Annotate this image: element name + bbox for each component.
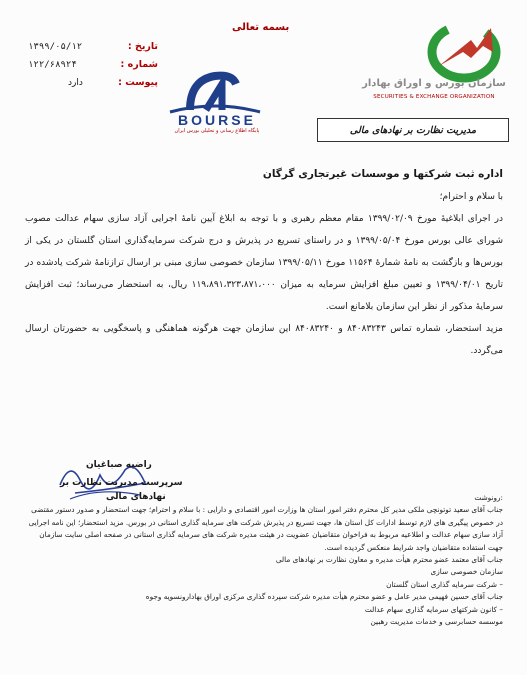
cc-line: جناب آقای حسین فهیمی مدیر عامل و عضو محترم هیأت مدیره شرکت سپرده گذاری مرکزی اوراق بهادارونسویه وجوه [145,592,503,602]
seo-name: سازمان بورس و اوراق بهادار [362,78,506,89]
carbon-copy-section [25,492,503,628]
recipient: اداره ثبت شرکتها و موسسات غیرتجاری گرگان [262,168,503,180]
cc-line: – کانون شرکتهای سرمایه گذاری سهام عدالت [364,604,503,614]
attachment-row [28,74,158,92]
cc-title: :رونوشت [474,493,503,502]
cc-line: – شرکت سرمایه گذاری استان گلستان [386,579,503,589]
signatory-title-line1: سرپرست مدیریت نظارت بر [60,478,183,488]
cc-line: موسسه حسابرسی و خدمات مدیریت رهبین [370,617,503,627]
basmala: بسمه تعالی [232,22,290,33]
signatory-name: راضیه صباغیان [86,460,152,470]
body-paragraph: مزید استحضار، شماره تماس ۸۴۰۸۳۲۴۳ و ۸۴۰۸۳۲۴۰ این سازمان جهت هرگونه هماهنگی و پاسخگویی به حضورتان ارسال می‌گردد. [25,324,503,356]
attachment-value: دارد [68,78,83,88]
letter-body [25,208,503,362]
number-row [28,56,158,74]
cc-line: جناب آقای سعید توتونچی ملکی مدیر کل محترم دفتر امور استان ها وزارت امور اقتصادی و دارایی : با سلام و احترام؛ جهت استحضار و صدور دستور مقتضی در خصوص پیگیری های لازم توسط ادارات کل استان ها، جهت تسریع در پذیرش شرکت های سرمایه گذاری استانی در بورس. مزید استحضار؛ این نامه اجرایی آزاد سازی سهام عدالت و اطلاعیه مربوط به فراخوان متقاضیان عضویت در هیئت مدیره شرکت های سرمایه گذاری استانی در صفحه اصلی سایت سازمان جهت استفاده متقاضیان واجد شرایط منعکس گردیده است. [28,505,503,552]
date-row [28,38,158,56]
cc-line: سازمان خصوصی سازی [430,567,503,577]
cc-line: جناب آقای معتمد عضو محترم هیأت مدیره و معاون نظارت بر نهادهای مالی [275,555,503,565]
bourse-wordmark: BOURSE [178,112,256,128]
signatory-title-line2: نهادهای مالی [106,492,166,502]
seo-logo-icon [359,14,509,106]
number-label: : شماره [120,59,158,70]
body-paragraph: در اجرای ابلاغیهٔ مورخ ۱۳۹۹/۰۲/۰۹ مقام معظم رهبری و با توجه به ابلاغ آیین نامهٔ اجرایی آزاد سازی سهام عدالت مصوب شورای عالی بورس مورخ ۱۳۹۹/۰۵/۰۴ و در راستای تسریع در پذیرش و درج شرکت سرمایه‌گذاری استان گلستان در یکی از بورس‌ها و بازگشت به نامهٔ شمارهٔ ۱۱۵۶۴ مورخ ۱۳۹۹/۰۵/۱۱ سازمان خصوصی سازی مبنی بر ارسال ترازنامهٔ شرکت یادشده در تاریخ ۱۳۹۹/۰۴/۰۱ و تعیین مبلغ افزایش سرمایه به میزان ۱۱۹،۸۹۱،۳۲۳،۸۷۱،۰۰۰ ریال، به استحضار می‌رساند؛ ثبت افزایش سرمایهٔ مذکور از نظر این سازمان بلامانع است. [25,214,504,312]
date-label: : تاریخ [127,41,158,52]
attachment-label: : پیوست [118,77,158,88]
date-value: ۱۳۹۹/۰۵/۱۲ [28,42,83,52]
department-box: مدیریت نظارت بر نهادهای مالی [317,118,509,142]
bourse-subtitle: پایگاه اطلاع رسانی و تحلیلی بورس ایران [174,128,260,134]
greeting: با سلام و احترام؛ [439,192,503,202]
letter-meta [28,38,158,92]
number-value: ۱۲۲/۶۸۹۲۴ [28,60,77,70]
seo-english-name: SECURITIES & EXCHANGE ORGANIZATION [373,94,495,100]
